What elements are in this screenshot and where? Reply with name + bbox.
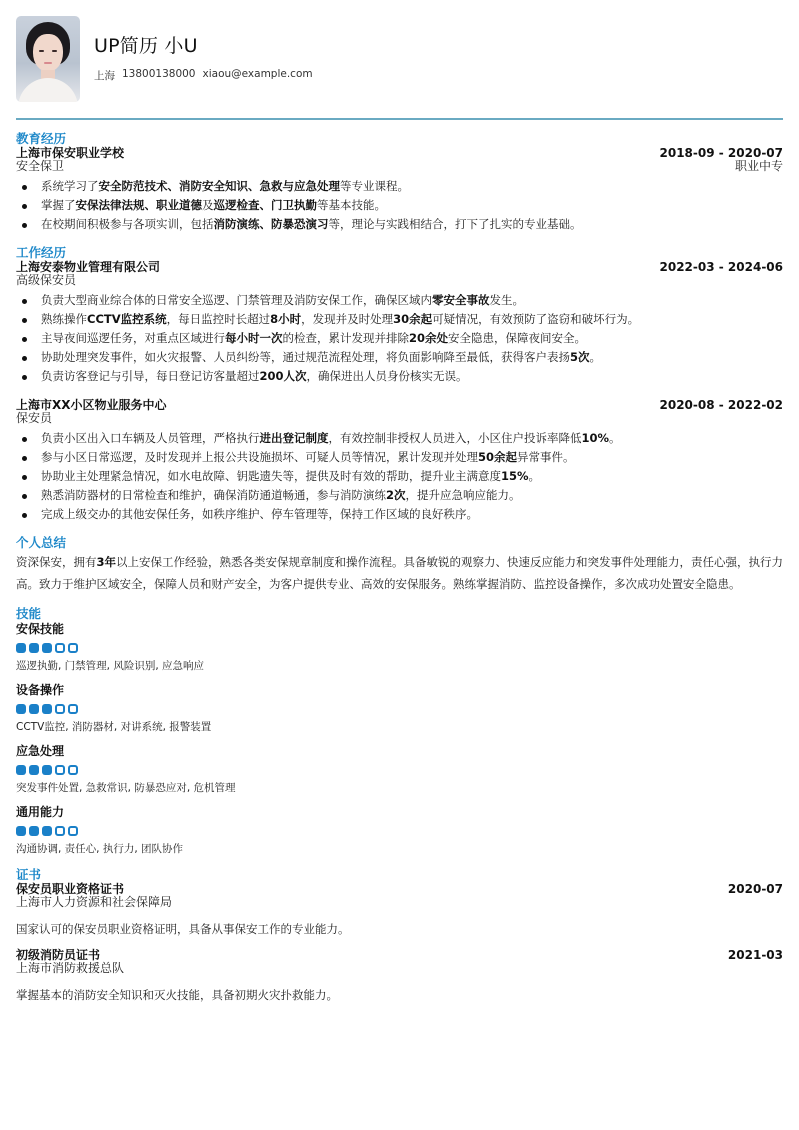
bullet-item: 完成上级交办的其他安保任务，如秩序维护、停车管理等，保持工作区域的良好秩序。	[16, 505, 783, 524]
skill-item	[16, 744, 783, 795]
bold-highlight: 消防演练、防暴恐演习	[213, 217, 329, 231]
skill-item	[16, 622, 783, 673]
work-date: 2022-03 - 2024-06	[659, 260, 783, 274]
empty-dot-icon	[55, 704, 65, 714]
resume-header	[16, 16, 783, 102]
contact-line	[94, 68, 313, 83]
filled-dot-icon	[42, 704, 52, 714]
bold-highlight: 安保法律法规、职业道德	[75, 198, 202, 212]
skill-level-rating	[16, 765, 783, 775]
certificate-description: 国家认可的保安员职业资格证明，具备从事保安工作的专业能力。	[16, 922, 350, 936]
bold-highlight: 200人次	[259, 369, 307, 383]
education-entry-header	[16, 146, 783, 173]
empty-dot-icon	[55, 643, 65, 653]
bold-highlight: 15%	[501, 469, 529, 483]
filled-dot-icon	[16, 704, 26, 714]
section-title-summary: 个人总结	[16, 535, 67, 550]
education-section	[16, 132, 783, 234]
profile-photo	[16, 16, 80, 102]
header-info	[94, 34, 313, 83]
contact-email: xiaou@example.com	[202, 67, 313, 80]
certificate-description: 掌握基本的消防安全知识和灭火技能，具备初期火灾扑救能力。	[16, 988, 338, 1002]
skill-tags: 巡逻执勤, 门禁管理, 风险识别, 应急响应	[16, 660, 205, 672]
bullet-item: 协助处理突发事件，如火灾报警、人员纠纷等，通过规范流程处理，将负面影响降至最低，获得客户表扬5次。	[16, 348, 783, 367]
empty-dot-icon	[68, 704, 78, 714]
bullet-item: 熟悉消防器材的日常检查和维护，确保消防通道畅通，参与消防演练2次，提升应急响应能力。	[16, 486, 783, 505]
bold-highlight: 5次	[570, 350, 590, 364]
summary-text: 资深保安，拥有3年以上安保工作经验，熟悉各类安保规章制度和操作流程。具备敏锐的观察力、快速反应能力和突发事件处理能力，责任心强，执行力高。致力于维护区域安全，保障人员和财产安全，为客户提供专业、高效的安保服务。熟练掌握消防、监控设备操作，多次成功处置安全隐患。	[16, 555, 784, 591]
job-role: 高级保安员	[16, 273, 77, 287]
degree: 职业中专	[734, 159, 783, 173]
bold-highlight: 每小时一次	[225, 331, 283, 345]
bold-highlight: 安全防范技术、消防安全知识、急救与应急处理	[98, 179, 340, 193]
school-name: 上海市保安职业学校	[16, 146, 125, 160]
filled-dot-icon	[29, 643, 39, 653]
skill-item	[16, 805, 783, 856]
empty-dot-icon	[55, 765, 65, 775]
summary-section	[16, 536, 783, 595]
certificate-item	[16, 882, 783, 936]
bold-highlight: 10%	[581, 431, 610, 445]
skill-name: 安保技能	[16, 622, 65, 636]
certificate-date: 2020-07	[727, 882, 783, 896]
bold-highlight: 8小时	[270, 312, 302, 326]
filled-dot-icon	[29, 826, 39, 836]
certificate-date: 2021-03	[727, 948, 783, 962]
section-title-work: 工作经历	[16, 245, 67, 260]
skill-tags: 突发事件处置, 急救常识, 防暴恐应对, 危机管理	[16, 782, 236, 794]
work-date: 2020-08 - 2022-02	[659, 398, 783, 412]
bold-highlight: 零安全事故	[432, 293, 490, 307]
skill-name: 应急处理	[16, 744, 65, 758]
bold-highlight: CCTV监控系统	[87, 312, 167, 326]
header-divider	[16, 118, 783, 120]
major: 安全保卫	[16, 159, 65, 173]
bullet-item: 在校期间积极参与各项实训，包括消防演练、防暴恐演习等，理论与实践相结合，打下了扎实的专业基础。	[16, 215, 783, 234]
filled-dot-icon	[42, 643, 52, 653]
bullet-item: 负责小区出入口车辆及人员管理，严格执行进出登记制度，有效控制非授权人员进入，小区住户投诉率降低10%。	[16, 429, 783, 448]
skill-name: 通用能力	[16, 805, 65, 819]
bullet-item: 负责大型商业综合体的日常安全巡逻、门禁管理及消防安保工作，确保区域内零安全事故发生。	[16, 291, 783, 310]
section-title-skills: 技能	[16, 606, 42, 621]
empty-dot-icon	[68, 643, 78, 653]
company-name: 上海安泰物业管理有限公司	[16, 260, 161, 274]
filled-dot-icon	[42, 765, 52, 775]
company-name: 上海市XX小区物业服务中心	[16, 398, 167, 412]
bold-highlight: 50余起	[478, 450, 518, 464]
section-title-education: 教育经历	[16, 131, 67, 146]
work-entry	[16, 398, 783, 524]
work-entry	[16, 260, 783, 386]
certificate-item	[16, 948, 783, 1002]
education-bullets	[16, 177, 783, 234]
skill-item	[16, 683, 783, 734]
bullet-item: 系统学习了安全防范技术、消防安全知识、急救与应急处理等专业课程。	[16, 177, 783, 196]
bold-highlight: 进出登记制度	[259, 431, 329, 445]
filled-dot-icon	[16, 643, 26, 653]
bullet-item: 掌握了安保法律法规、职业道德及巡逻检查、门卫执勤等基本技能。	[16, 196, 783, 215]
bold-highlight: 巡逻检查、门卫执勤	[213, 198, 317, 212]
skill-tags: 沟通协调, 责任心, 执行力, 团队协作	[16, 843, 184, 855]
certificate-issuer: 上海市人力资源和社会保障局	[16, 895, 173, 909]
work-section	[16, 246, 783, 524]
skill-level-rating	[16, 704, 783, 714]
skills-section	[16, 607, 783, 856]
empty-dot-icon	[55, 826, 65, 836]
contact-city: 上海	[94, 69, 115, 82]
empty-dot-icon	[68, 826, 78, 836]
filled-dot-icon	[16, 765, 26, 775]
bold-highlight: 2次	[386, 488, 406, 502]
certificate-issuer: 上海市消防救援总队	[16, 961, 125, 975]
empty-dot-icon	[68, 765, 78, 775]
certificate-name: 初级消防员证书	[16, 948, 101, 962]
filled-dot-icon	[29, 704, 39, 714]
education-date: 2018-09 - 2020-07	[659, 146, 783, 160]
resume-page	[16, 16, 783, 1002]
bullet-item: 协助业主处理紧急情况，如水电故障、钥匙遗失等，提供及时有效的帮助，提升业主满意度15%。	[16, 467, 783, 486]
filled-dot-icon	[42, 826, 52, 836]
filled-dot-icon	[16, 826, 26, 836]
certificates-section	[16, 868, 783, 1002]
certificate-name: 保安员职业资格证书	[16, 882, 125, 896]
skills-list	[16, 622, 783, 856]
skill-name: 设备操作	[16, 683, 65, 697]
skill-tags: CCTV监控, 消防器材, 对讲系统, 报警装置	[16, 721, 212, 733]
bold-highlight: 3年	[96, 555, 117, 569]
contact-phone: 13800138000	[122, 67, 196, 80]
candidate-name: UP简历 小U	[94, 34, 198, 57]
bullet-item: 参与小区日常巡逻，及时发现并上报公共设施损坏、可疑人员等情况，累计发现并处理50余起异常事件。	[16, 448, 783, 467]
job-role: 保安员	[16, 411, 53, 425]
skill-level-rating	[16, 643, 783, 653]
bullet-item: 负责访客登记与引导，每日登记访客量超过200人次，确保进出人员身份核实无误。	[16, 367, 783, 386]
work-bullets	[16, 429, 783, 524]
bullet-item: 主导夜间巡逻任务，对重点区域进行每小时一次的检查，累计发现并排除20余处安全隐患，保障夜间安全。	[16, 329, 783, 348]
filled-dot-icon	[29, 765, 39, 775]
section-title-certificates: 证书	[16, 867, 42, 882]
bold-highlight: 30余起	[393, 312, 433, 326]
bold-highlight: 20余处	[409, 331, 449, 345]
bullet-item: 熟练操作CCTV监控系统，每日监控时长超过8小时，发现并及时处理30余起可疑情况，有效预防了盗窃和破坏行为。	[16, 310, 783, 329]
skill-level-rating	[16, 826, 783, 836]
work-bullets	[16, 291, 783, 386]
